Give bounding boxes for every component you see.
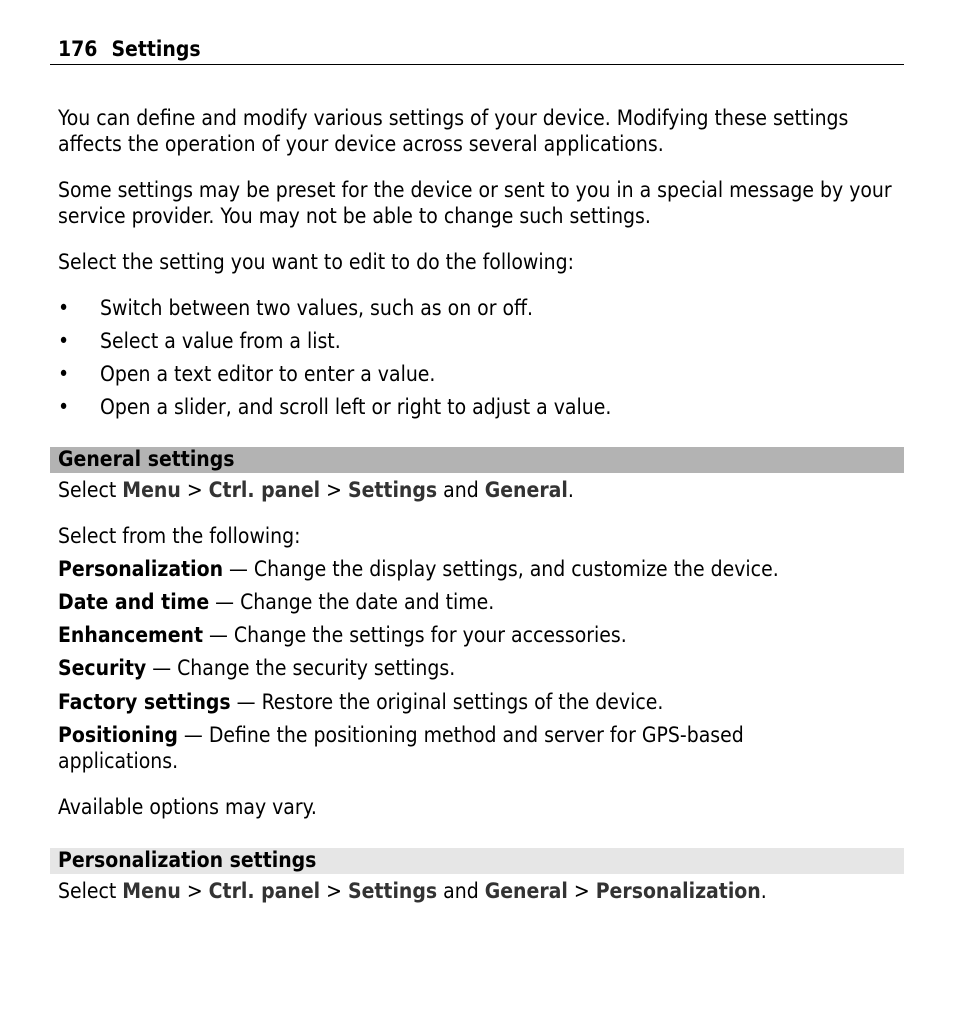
list-item-text: Open a slider, and scroll left or right to adjust a value. <box>100 395 612 419</box>
path-separator: > <box>567 879 596 903</box>
bullet-icon: • <box>58 362 70 386</box>
option-description: — Restore the original settings of the device. <box>230 690 664 714</box>
list-item-text: Select a value from a list. <box>100 329 341 353</box>
personalization-menu-path <box>58 878 908 904</box>
option-positioning <box>58 722 818 774</box>
path-text: Select <box>58 478 123 502</box>
option-description: — Change the security settings. <box>146 656 456 680</box>
bullet-list <box>58 295 908 427</box>
availability-note: Available options may vary. <box>58 795 317 819</box>
intro-paragraph-1: You can define and modify various settings of your device. Modifying these settings affects the operation of your device across several applications. <box>58 106 849 156</box>
menu-link[interactable]: Menu <box>122 879 181 903</box>
list-item <box>58 295 908 328</box>
intro-paragraph-3: Select the setting you want to edit to do the following: <box>58 250 574 274</box>
option-term: Personalization <box>58 557 224 581</box>
bullet-icon: • <box>58 329 70 353</box>
option-factory-settings <box>58 689 908 715</box>
select-from-label: Select from the following: <box>58 524 301 548</box>
option-term: Factory settings <box>58 690 231 714</box>
list-item-text: Switch between two values, such as on or off. <box>100 296 534 320</box>
path-separator: > <box>320 478 348 502</box>
option-description: — Change the date and time. <box>209 590 495 614</box>
general-link[interactable]: General <box>484 478 568 502</box>
ctrl-panel-link[interactable]: Ctrl. panel <box>208 879 321 903</box>
path-text: . <box>760 879 767 903</box>
option-term: Security <box>58 656 147 680</box>
option-description: — Change the display settings, and customize the device. <box>223 557 779 581</box>
path-text: and <box>437 879 485 903</box>
path-text: Select <box>58 879 123 903</box>
path-separator: > <box>320 879 348 903</box>
bullet-icon: • <box>58 395 70 419</box>
menu-link[interactable]: Menu <box>122 478 181 502</box>
list-item <box>58 361 908 394</box>
list-item-text: Open a text editor to enter a value. <box>100 362 436 386</box>
intro-paragraph-2: Some settings may be preset for the device or sent to you in a special message by your service provider. You may not be able to change such settings. <box>58 178 892 228</box>
option-security <box>58 655 908 681</box>
option-description: — Define the positioning method and server for GPS-based applications. <box>58 723 744 773</box>
ctrl-panel-link[interactable]: Ctrl. panel <box>208 478 321 502</box>
option-term: Positioning <box>58 723 178 747</box>
bullet-icon: • <box>58 296 70 320</box>
personalization-link[interactable]: Personalization <box>595 879 761 903</box>
path-text: and <box>437 478 485 502</box>
option-description: — Change the settings for your accessories. <box>203 623 627 647</box>
general-settings-heading: General settings <box>50 447 904 473</box>
general-link[interactable]: General <box>484 879 568 903</box>
path-separator: > <box>180 879 209 903</box>
option-enhancement <box>58 622 908 648</box>
header-section-title: Settings <box>111 37 201 61</box>
page-number: 176 <box>58 37 98 61</box>
personalization-settings-heading: Personalization settings <box>50 848 904 874</box>
list-item <box>58 328 908 361</box>
option-term: Date and time <box>58 590 210 614</box>
settings-link[interactable]: Settings <box>347 879 438 903</box>
option-term: Enhancement <box>58 623 204 647</box>
general-menu-path <box>58 477 908 503</box>
settings-link[interactable]: Settings <box>347 478 438 502</box>
path-text: . <box>567 478 574 502</box>
list-item <box>58 394 908 427</box>
running-header <box>50 36 904 65</box>
option-personalization <box>58 556 908 582</box>
path-separator: > <box>180 478 209 502</box>
option-date-and-time <box>58 589 908 615</box>
